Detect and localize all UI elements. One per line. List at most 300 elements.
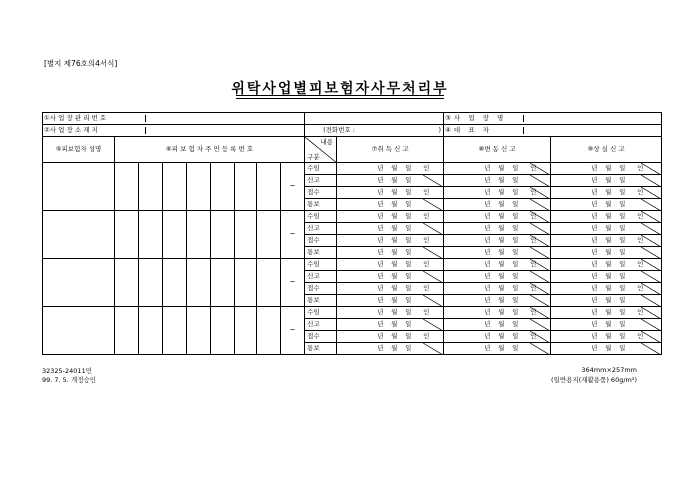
resident-no-digit-cell — [187, 211, 211, 259]
change-date-cell — [444, 199, 551, 211]
resident-no-digit-cell — [257, 163, 281, 211]
resident-no-digit-cell — [211, 307, 235, 355]
date-year-label: 년 — [591, 332, 598, 340]
seal-slash-line — [530, 187, 550, 199]
resident-no-digit-cell — [187, 259, 211, 307]
change-date-cell — [444, 163, 551, 175]
date-month-label: 월 — [605, 320, 612, 328]
date-month-label: 월 — [605, 344, 612, 352]
date-day-label: 일 — [512, 332, 519, 340]
seal-slash-line — [423, 175, 443, 187]
change-date-cell — [444, 343, 551, 355]
acquisition-date-cell — [337, 187, 444, 199]
date-year-label: 년 — [377, 188, 384, 196]
insured-name-cell — [43, 163, 115, 211]
col-acquisition: ⑦취 득 신 고 — [337, 137, 444, 163]
date-month-label: 월 — [498, 248, 505, 256]
loss-date-cell — [551, 259, 662, 271]
resident-no-digit-cell — [257, 259, 281, 307]
tilde-cell: ~ — [281, 307, 305, 355]
date-month-label: 월 — [605, 284, 612, 292]
seal-label: 인 — [637, 308, 644, 316]
date-day-label: 일 — [405, 188, 412, 196]
row-type-label: 신고 — [305, 175, 337, 187]
tilde-cell: ~ — [281, 163, 305, 211]
date-month-label: 월 — [391, 344, 398, 352]
seal-slash-line — [641, 211, 661, 223]
row-type-label: 신고 — [305, 223, 337, 235]
change-date-cell — [444, 211, 551, 223]
date-year-label: 년 — [377, 176, 384, 184]
date-day-label: 일 — [405, 212, 412, 220]
col-diagonal-header: 내용 구분 — [305, 137, 337, 163]
seal-slash-line — [641, 283, 661, 295]
seal-slash-line — [641, 175, 661, 187]
date-month-label: 월 — [391, 308, 398, 316]
row-type-label: 수임 — [305, 259, 337, 271]
business-address-label: ②사 업 장 소 재 지 — [43, 125, 305, 137]
date-month-label: 월 — [498, 260, 505, 268]
acquisition-date-cell — [337, 259, 444, 271]
representative-cell: ④대 표 자 — [444, 125, 662, 137]
loss-date-cell — [551, 223, 662, 235]
seal-slash-line — [530, 199, 550, 211]
date-day-label: 일 — [405, 308, 412, 316]
date-month-label: 월 — [498, 224, 505, 232]
resident-no-digit-cell — [235, 259, 257, 307]
seal-slash-line — [530, 211, 550, 223]
seal-label: 인 — [637, 236, 644, 244]
title-underline — [236, 95, 444, 99]
loss-date-cell — [551, 331, 662, 343]
tilde-cell: ~ — [281, 211, 305, 259]
date-year-label: 년 — [591, 272, 598, 280]
date-month-label: 월 — [391, 236, 398, 244]
date-year-label: 년 — [377, 284, 384, 292]
date-day-label: 일 — [512, 164, 519, 172]
seal-slash-line — [530, 319, 550, 331]
date-year-label: 년 — [591, 176, 598, 184]
date-year-label: 년 — [484, 344, 491, 352]
date-day-label: 일 — [405, 176, 412, 184]
seal-slash-line — [530, 223, 550, 235]
date-day-label: 일 — [405, 200, 412, 208]
row-type-label: 통보 — [305, 247, 337, 259]
seal-slash-line — [641, 235, 661, 247]
date-day-label: 일 — [512, 260, 519, 268]
resident-no-digit-cell — [257, 307, 281, 355]
seal-slash-line — [423, 247, 443, 259]
date-day-label: 일 — [405, 320, 412, 328]
date-month-label: 월 — [605, 212, 612, 220]
business-mgmt-no-label: ①사 업 장 관 리 번 호 — [43, 113, 305, 125]
seal-slash-line — [530, 271, 550, 283]
date-year-label: 년 — [377, 224, 384, 232]
date-month-label: 월 — [498, 176, 505, 184]
resident-no-digit-cell — [163, 163, 187, 211]
date-month-label: 월 — [498, 332, 505, 340]
date-year-label: 년 — [591, 296, 598, 304]
seal-slash-line — [641, 259, 661, 271]
date-month-label: 월 — [605, 272, 612, 280]
date-month-label: 월 — [498, 308, 505, 316]
date-year-label: 년 — [484, 212, 491, 220]
date-month-label: 월 — [605, 200, 612, 208]
acquisition-date-cell — [337, 343, 444, 355]
change-date-cell — [444, 175, 551, 187]
date-year-label: 년 — [484, 320, 491, 328]
date-year-label: 년 — [377, 296, 384, 304]
seal-slash-line — [423, 223, 443, 235]
acquisition-date-cell — [337, 271, 444, 283]
resident-no-digit-cell — [257, 211, 281, 259]
date-month-label: 월 — [498, 200, 505, 208]
loss-date-cell — [551, 163, 662, 175]
resident-no-digit-cell — [187, 307, 211, 355]
date-month-label: 월 — [391, 212, 398, 220]
date-year-label: 년 — [484, 272, 491, 280]
resident-no-digit-cell — [187, 163, 211, 211]
date-month-label: 월 — [391, 272, 398, 280]
date-year-label: 년 — [377, 164, 384, 172]
resident-no-digit-cell — [235, 307, 257, 355]
seal-slash-line — [641, 343, 661, 355]
date-month-label: 월 — [605, 248, 612, 256]
date-month-label: 월 — [605, 308, 612, 316]
date-day-label: 일 — [619, 308, 626, 316]
date-year-label: 년 — [591, 224, 598, 232]
date-day-label: 일 — [512, 308, 519, 316]
resident-no-digit-cell — [115, 163, 139, 211]
date-month-label: 월 — [498, 236, 505, 244]
acquisition-date-cell — [337, 283, 444, 295]
resident-no-digit-cell — [115, 307, 139, 355]
acquisition-date-cell — [337, 223, 444, 235]
seal-slash-line — [423, 271, 443, 283]
date-day-label: 일 — [512, 284, 519, 292]
business-mgmt-no-field — [305, 113, 444, 125]
loss-date-cell — [551, 199, 662, 211]
date-day-label: 일 — [619, 272, 626, 280]
seal-slash-line — [423, 319, 443, 331]
seal-slash-line — [641, 331, 661, 343]
table-row — [43, 307, 662, 319]
row-type-label: 수임 — [305, 211, 337, 223]
row-type-label: 접수 — [305, 283, 337, 295]
resident-no-digit-cell — [115, 211, 139, 259]
date-day-label: 일 — [405, 296, 412, 304]
date-month-label: 월 — [498, 272, 505, 280]
seal-label: 인 — [530, 284, 537, 292]
seal-slash-line — [641, 247, 661, 259]
date-year-label: 년 — [377, 272, 384, 280]
date-day-label: 일 — [619, 284, 626, 292]
date-day-label: 일 — [405, 236, 412, 244]
change-date-cell — [444, 235, 551, 247]
table-row — [43, 211, 662, 223]
loss-date-cell — [551, 235, 662, 247]
seal-slash-line — [530, 163, 550, 175]
seal-slash-line — [641, 271, 661, 283]
change-date-cell — [444, 319, 551, 331]
form-label: [별지 제76호의4서식] — [44, 59, 118, 68]
row-type-label: 신고 — [305, 271, 337, 283]
date-day-label: 일 — [512, 296, 519, 304]
seal-slash-line — [530, 247, 550, 259]
row-type-label: 수임 — [305, 163, 337, 175]
seal-slash-line — [641, 319, 661, 331]
date-year-label: 년 — [591, 248, 598, 256]
date-year-label: 년 — [484, 296, 491, 304]
loss-date-cell — [551, 247, 662, 259]
date-day-label: 일 — [512, 224, 519, 232]
date-month-label: 월 — [498, 320, 505, 328]
col-loss: ⑨상 실 신 고 — [551, 137, 662, 163]
date-year-label: 년 — [484, 164, 491, 172]
date-month-label: 월 — [605, 296, 612, 304]
date-year-label: 년 — [377, 344, 384, 352]
change-date-cell — [444, 283, 551, 295]
date-day-label: 일 — [405, 164, 412, 172]
seal-slash-line — [641, 307, 661, 319]
seal-label: 인 — [423, 332, 430, 340]
date-year-label: 년 — [377, 320, 384, 328]
date-year-label: 년 — [591, 284, 598, 292]
date-month-label: 월 — [391, 320, 398, 328]
resident-no-digit-cell — [211, 211, 235, 259]
seal-label: 인 — [637, 212, 644, 220]
date-day-label: 일 — [619, 164, 626, 172]
date-year-label: 년 — [377, 200, 384, 208]
seal-slash-line — [641, 187, 661, 199]
resident-no-digit-cell — [139, 307, 163, 355]
seal-slash-line — [641, 223, 661, 235]
seal-label: 인 — [530, 260, 537, 268]
row-type-label: 통보 — [305, 199, 337, 211]
date-day-label: 일 — [405, 224, 412, 232]
seal-slash-line — [530, 307, 550, 319]
row-type-label: 통보 — [305, 343, 337, 355]
insured-name-cell — [43, 259, 115, 307]
date-month-label: 월 — [391, 284, 398, 292]
date-day-label: 일 — [405, 260, 412, 268]
date-year-label: 년 — [591, 260, 598, 268]
date-year-label: 년 — [591, 164, 598, 172]
date-year-label: 년 — [591, 344, 598, 352]
date-year-label: 년 — [484, 260, 491, 268]
seal-slash-line — [641, 163, 661, 175]
date-year-label: 년 — [484, 188, 491, 196]
record-table — [42, 112, 662, 355]
date-month-label: 월 — [391, 248, 398, 256]
change-date-cell — [444, 247, 551, 259]
seal-label: 인 — [530, 188, 537, 196]
seal-label: 인 — [530, 212, 537, 220]
row-type-label: 신고 — [305, 319, 337, 331]
seal-label: 인 — [530, 332, 537, 340]
date-year-label: 년 — [484, 236, 491, 244]
resident-no-digit-cell — [235, 163, 257, 211]
date-year-label: 년 — [377, 248, 384, 256]
date-month-label: 월 — [391, 176, 398, 184]
row-type-label: 접수 — [305, 235, 337, 247]
seal-slash-line — [530, 283, 550, 295]
loss-date-cell — [551, 319, 662, 331]
date-day-label: 일 — [512, 188, 519, 196]
date-month-label: 월 — [391, 260, 398, 268]
resident-no-digit-cell — [163, 211, 187, 259]
date-year-label: 년 — [484, 248, 491, 256]
date-day-label: 일 — [619, 188, 626, 196]
date-day-label: 일 — [405, 344, 412, 352]
date-year-label: 년 — [377, 212, 384, 220]
seal-slash-line — [423, 343, 443, 355]
date-day-label: 일 — [619, 176, 626, 184]
acquisition-date-cell — [337, 235, 444, 247]
row-type-label: 접수 — [305, 331, 337, 343]
change-date-cell — [444, 187, 551, 199]
resident-no-digit-cell — [115, 259, 139, 307]
resident-no-digit-cell — [235, 211, 257, 259]
date-day-label: 일 — [512, 272, 519, 280]
date-year-label: 년 — [377, 332, 384, 340]
col-insured-name: ⑤피보험자 성명 — [43, 137, 115, 163]
seal-label: 인 — [423, 260, 430, 268]
date-day-label: 일 — [619, 332, 626, 340]
date-day-label: 일 — [405, 248, 412, 256]
seal-slash-line — [423, 295, 443, 307]
date-day-label: 일 — [619, 248, 626, 256]
date-year-label: 년 — [377, 260, 384, 268]
date-day-label: 일 — [405, 284, 412, 292]
date-day-label: 일 — [619, 236, 626, 244]
seal-slash-line — [530, 175, 550, 187]
date-day-label: 일 — [405, 332, 412, 340]
date-day-label: 일 — [512, 248, 519, 256]
date-day-label: 일 — [512, 212, 519, 220]
acquisition-date-cell — [337, 211, 444, 223]
footer-size: 364mm×257mm — [581, 366, 637, 374]
date-month-label: 월 — [605, 260, 612, 268]
resident-no-digit-cell — [139, 211, 163, 259]
row-type-label: 접수 — [305, 187, 337, 199]
row-type-label: 통보 — [305, 295, 337, 307]
date-year-label: 년 — [484, 308, 491, 316]
acquisition-date-cell — [337, 247, 444, 259]
seal-label: 인 — [423, 308, 430, 316]
date-month-label: 월 — [605, 188, 612, 196]
date-month-label: 월 — [391, 188, 398, 196]
insured-name-cell — [43, 307, 115, 355]
date-month-label: 월 — [605, 176, 612, 184]
date-month-label: 월 — [498, 164, 505, 172]
seal-label: 인 — [423, 164, 430, 172]
acquisition-date-cell — [337, 199, 444, 211]
date-year-label: 년 — [484, 332, 491, 340]
acquisition-date-cell — [337, 295, 444, 307]
seal-label: 인 — [637, 332, 644, 340]
change-date-cell — [444, 271, 551, 283]
change-date-cell — [444, 259, 551, 271]
date-month-label: 월 — [391, 164, 398, 172]
seal-label: 인 — [637, 188, 644, 196]
resident-no-digit-cell — [211, 259, 235, 307]
acquisition-date-cell — [337, 175, 444, 187]
date-day-label: 일 — [512, 344, 519, 352]
acquisition-date-cell — [337, 319, 444, 331]
date-day-label: 일 — [512, 320, 519, 328]
date-year-label: 년 — [484, 200, 491, 208]
seal-slash-line — [641, 199, 661, 211]
date-year-label: 년 — [377, 308, 384, 316]
acquisition-date-cell — [337, 163, 444, 175]
col-resident-no: ⑥피 보 험 자 주 민 등 록 번 호 — [115, 137, 305, 163]
date-month-label: 월 — [605, 332, 612, 340]
date-day-label: 일 — [512, 200, 519, 208]
loss-date-cell — [551, 307, 662, 319]
seal-label: 인 — [530, 308, 537, 316]
date-year-label: 년 — [591, 212, 598, 220]
seal-label: 인 — [423, 188, 430, 196]
acquisition-date-cell — [337, 307, 444, 319]
date-year-label: 년 — [484, 284, 491, 292]
footer-code: 32325-24011민 — [42, 367, 92, 375]
date-month-label: 월 — [498, 284, 505, 292]
resident-no-digit-cell — [211, 163, 235, 211]
business-name-cell: ③사 업 장 명 — [444, 113, 662, 125]
change-date-cell — [444, 331, 551, 343]
change-date-cell — [444, 223, 551, 235]
date-year-label: 년 — [591, 308, 598, 316]
date-year-label: 년 — [591, 188, 598, 196]
loss-date-cell — [551, 175, 662, 187]
footer-paper: (일반용지(재활용품) 60g/m²) — [551, 376, 637, 384]
seal-slash-line — [530, 235, 550, 247]
date-day-label: 일 — [619, 320, 626, 328]
seal-label: 인 — [423, 212, 430, 220]
seal-slash-line — [530, 343, 550, 355]
seal-label: 인 — [530, 164, 537, 172]
date-year-label: 년 — [591, 320, 598, 328]
resident-no-digit-cell — [163, 307, 187, 355]
loss-date-cell — [551, 343, 662, 355]
row-type-label: 수임 — [305, 307, 337, 319]
date-day-label: 일 — [619, 260, 626, 268]
seal-slash-line — [530, 259, 550, 271]
date-month-label: 월 — [391, 224, 398, 232]
loss-date-cell — [551, 271, 662, 283]
date-day-label: 일 — [405, 272, 412, 280]
seal-label: 인 — [423, 236, 430, 244]
date-day-label: 일 — [512, 236, 519, 244]
date-month-label: 월 — [605, 164, 612, 172]
date-month-label: 월 — [498, 188, 505, 196]
date-year-label: 년 — [591, 200, 598, 208]
seal-label: 인 — [423, 284, 430, 292]
date-day-label: 일 — [619, 224, 626, 232]
date-month-label: 월 — [498, 296, 505, 304]
phone-cell: (전화번호 : ) — [305, 125, 444, 137]
loss-date-cell — [551, 211, 662, 223]
date-month-label: 월 — [391, 332, 398, 340]
tilde-cell: ~ — [281, 259, 305, 307]
seal-slash-line — [530, 295, 550, 307]
change-date-cell — [444, 295, 551, 307]
seal-label: 인 — [530, 236, 537, 244]
date-day-label: 일 — [619, 212, 626, 220]
resident-no-digit-cell — [139, 259, 163, 307]
change-date-cell — [444, 307, 551, 319]
